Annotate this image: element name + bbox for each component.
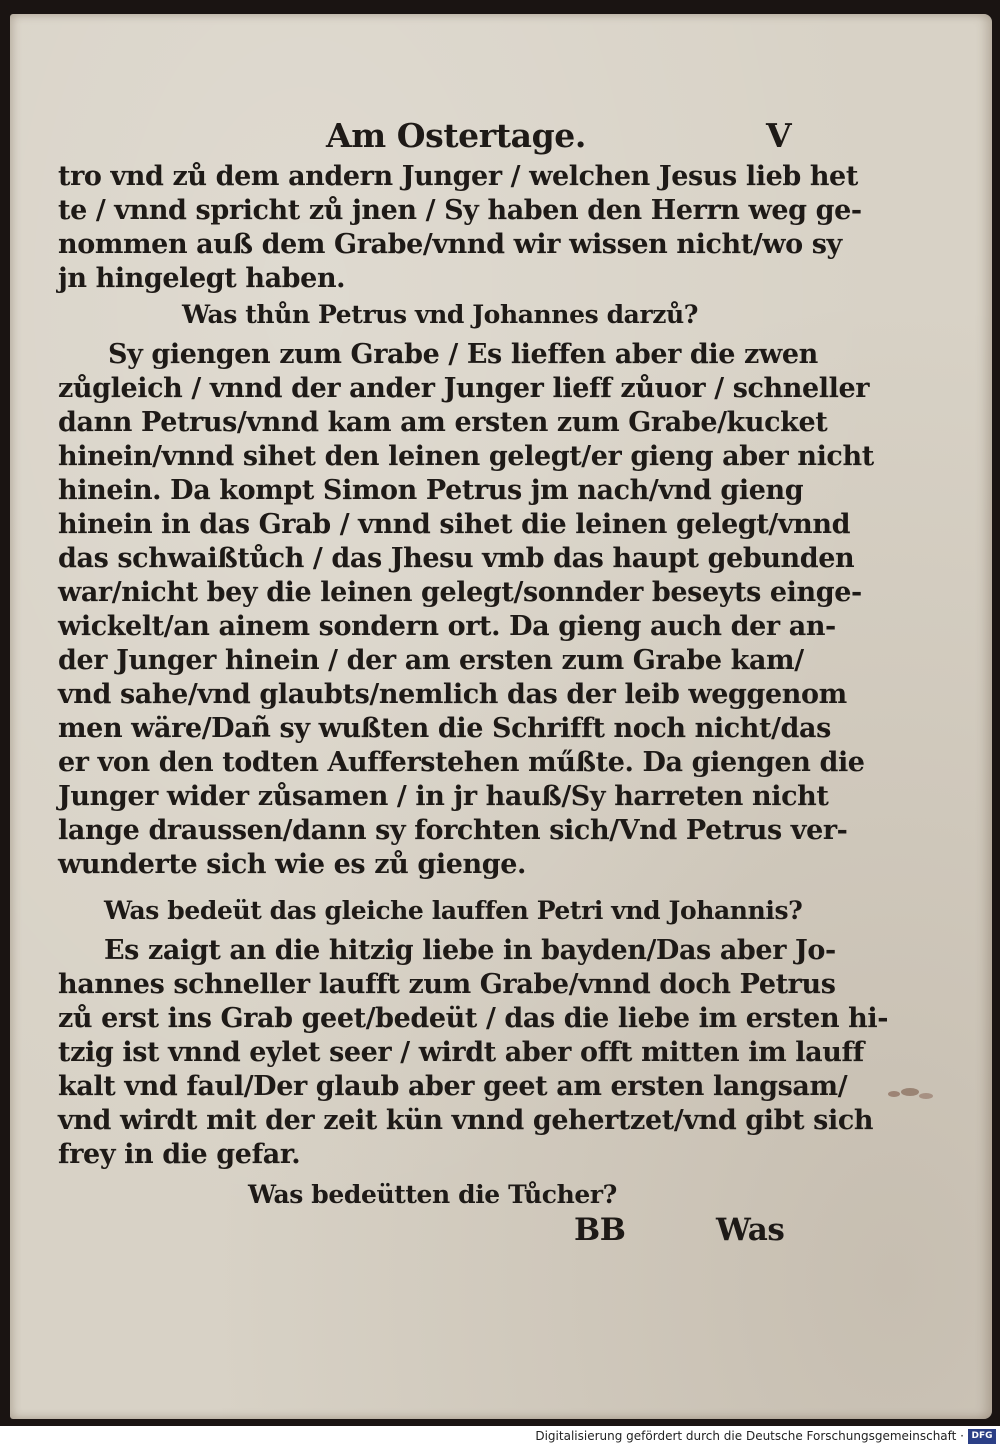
text-line: hinein/vnnd sihet den leinen gelegt/er gieng aber nicht [58,441,874,472]
text-line: kalt vnd faul/Der glaub aber geet am ersten langsam/ [58,1071,848,1102]
page-header [58,112,818,164]
text-line: zůgleich / vnnd der ander Junger lieff zůuor / schneller [58,373,870,404]
text-line: hinein in das Grab / vnnd sihet die leinen gelegt/vnnd [58,509,851,540]
text-line: te / vnnd spricht zů jnen / Sy haben den Herrn weg ge- [58,195,862,226]
text-line: jn hingelegt haben. [58,263,346,294]
text-line: zů erst ins Grab geet/bedeüt / das die liebe im ersten hi- [58,1003,889,1034]
text-line: hannes schneller laufft zum Grabe/vnnd doch Petrus [58,969,836,1000]
dfg-logo: DFG [968,1429,996,1444]
text-line: tro vnd zů dem andern Junger / welchen Jesus lieb het [58,161,858,192]
catchword: Was [716,1212,785,1248]
leaf-signature: V [766,116,792,155]
text-line: der Junger hinein / der am ersten zum Grabe kam/ [58,645,804,676]
text-line: vnd wirdt mit der zeit kün vnnd gehertzet/vnd gibt sich [58,1105,874,1136]
text-line: Sy giengen zum Grabe / Es lieffen aber die zwen [108,339,818,370]
text-line: frey in die gefar. [58,1139,301,1170]
signature-mark: BB [574,1212,626,1248]
text-line: wickelt/an ainem sondern ort. Da gieng auch der an- [58,611,836,642]
question-line: Was thůn Petrus vnd Johannes darzů? [182,300,699,329]
text-line: dann Petrus/vnnd kam am ersten zum Grabe/kucket [58,407,828,438]
text-line: war/nicht bey die leinen gelegt/sonnder beseyts einge- [58,577,862,608]
question-line: Was bedeüt das gleiche lauffen Petri vnd Johannis? [104,896,803,925]
text-line: Es zaigt an die hitzig liebe in bayden/Das aber Jo- [104,935,836,966]
text-line: vnd sahe/vnd glaubts/nemlich das der leib weggenom [58,679,847,710]
text-line: wunderte sich wie es zů gienge. [58,849,526,880]
text-line: er von den todten Aufferstehen műßte. Da giengen die [58,747,865,778]
book-page [10,14,992,1419]
text-line: nommen auß dem Grabe/vnnd wir wissen nicht/wo sy [58,229,842,260]
text-line: tzig ist vnnd eylet seer / wirdt aber offt mitten im lauff [58,1037,864,1068]
question-line: Was bedeütten die Tůcher? [248,1180,617,1209]
credit-text: Digitalisierung gefördert durch die Deutsche Forschungsgemeinschaft · [535,1429,964,1443]
text-line: men wäre/Dañ sy wußten die Schrifft noch nicht/das [58,713,831,744]
credit-bar [0,1426,1000,1448]
text-line: das schwaißtůch / das Jhesu vmb das haupt gebunden [58,543,855,574]
running-head: Am Ostertage. [326,116,586,155]
text-line: lange draussen/dann sy forchten sich/Vnd Petrus ver- [58,815,848,846]
ink-stain [880,1082,942,1106]
text-line: Junger wider zůsamen / in jr hauß/Sy harreten nicht [58,781,829,812]
text-line: hinein. Da kompt Simon Petrus jm nach/vnd gieng [58,475,804,506]
